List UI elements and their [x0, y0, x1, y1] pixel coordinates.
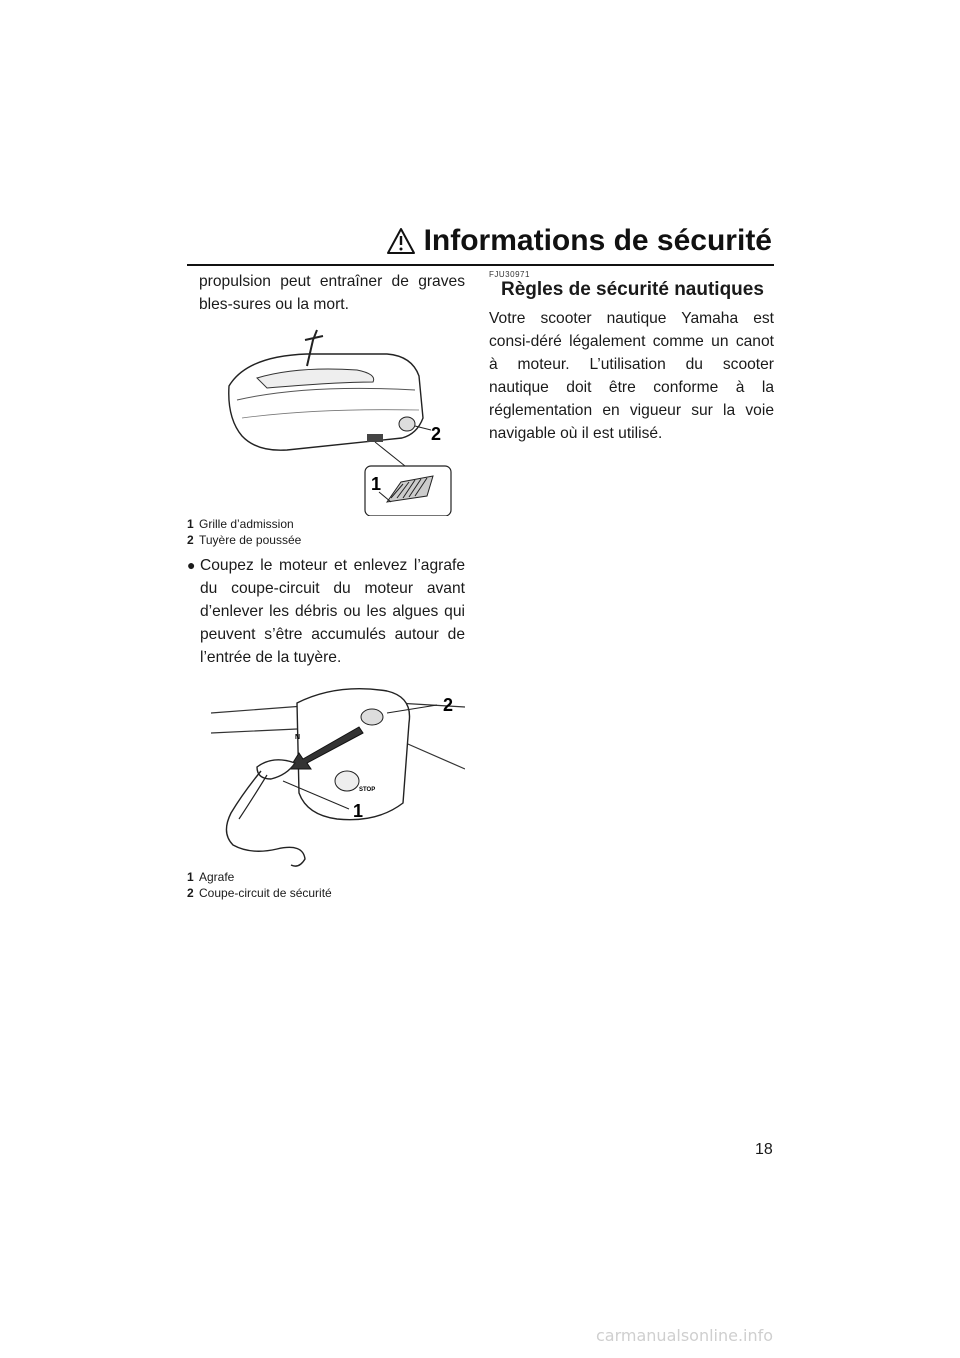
- watercraft-illustration: [187, 326, 465, 516]
- section-code: FJU30971: [489, 270, 530, 279]
- right-column: [489, 270, 774, 445]
- bullet-dot-icon: ●: [187, 557, 196, 573]
- bullet-text: Coupez le moteur et enlevez l’agrafe du coupe-circuit du moteur avant d’enlever les débris ou les algues qui peuvent s’être accumulés autour de l’entrée de la tuyère.: [200, 557, 465, 666]
- figure2-caption-1: 1 Agrafe: [187, 870, 235, 884]
- figure-watercraft: [187, 326, 465, 516]
- figure1-label-2: 2: [431, 424, 442, 444]
- left-column: [187, 270, 465, 901]
- section-title: Règles de sécurité nautiques: [501, 279, 764, 300]
- neutral-mark: N: [295, 734, 301, 741]
- figure1-label-1: 1: [371, 474, 382, 494]
- page-number: 18: [755, 1141, 773, 1158]
- figure-safety-switch: [187, 683, 465, 869]
- warning-triangle-icon: [386, 227, 416, 255]
- figure1-caption-2: 2 Tuyère de poussée: [187, 533, 302, 547]
- section-body: Votre scooter nautique Yamaha est consi-déré légalement comme un canot à moteur. L’utilisation du scooter nautique doit être conforme à la réglementation en vigueur sur la voie navigable où il est utilisé.: [489, 310, 774, 442]
- safety-switch-illustration: [187, 683, 465, 869]
- watermark: carmanualsonline.info: [596, 1326, 774, 1345]
- figure2-caption-2: 2 Coupe-circuit de sécurité: [187, 886, 332, 900]
- figure1-caption-1: 1 Grille d’admission: [187, 517, 294, 531]
- header-title-text: Informations de sécurité: [423, 224, 772, 257]
- stop-mark: STOP: [359, 787, 376, 793]
- figure2-label-2: 2: [443, 695, 454, 715]
- figure2-label-1: 1: [353, 801, 364, 821]
- bullet-item: [187, 554, 465, 669]
- header-divider: [187, 264, 774, 266]
- intro-paragraph: propulsion peut entraîner de graves bles-sures ou la mort.: [199, 273, 465, 313]
- page-header: [386, 224, 772, 258]
